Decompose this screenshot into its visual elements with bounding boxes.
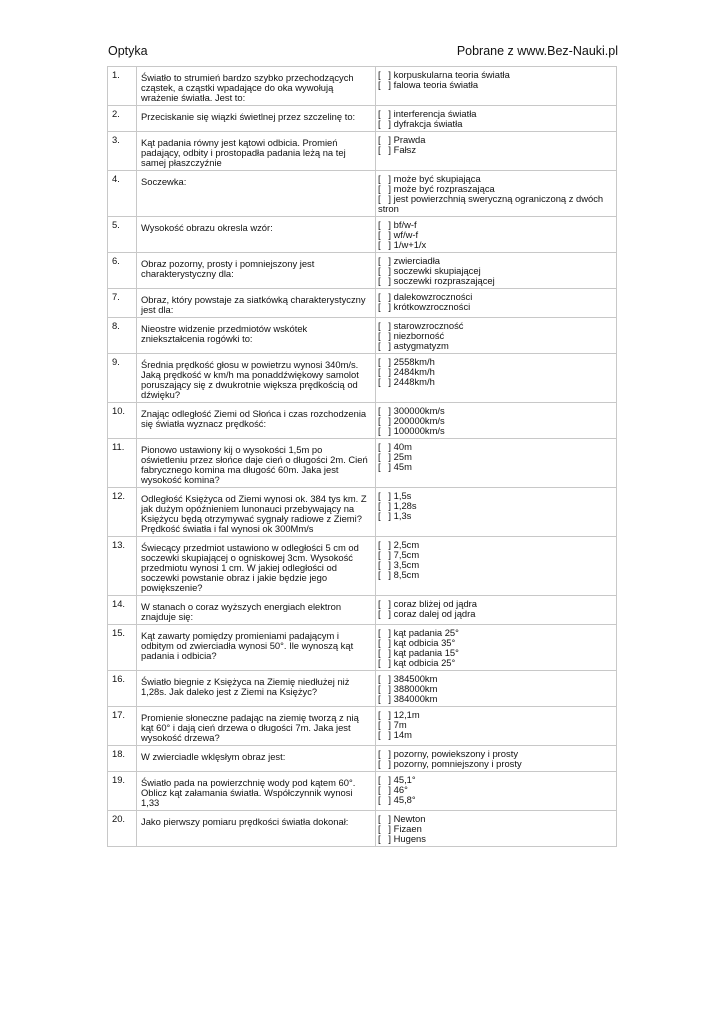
answer-option-label: jest powierzchnią sweryczną ograniczoną z dwóch stron	[378, 193, 604, 214]
quiz-table-body	[108, 67, 617, 847]
answer-checkbox[interactable]: [ ]	[378, 183, 392, 194]
answer-option-label: niezborność	[393, 330, 445, 341]
answer-checkbox[interactable]: [ ]	[378, 275, 392, 286]
question-row	[108, 488, 617, 537]
question-row	[108, 707, 617, 746]
answer-option[interactable]	[378, 570, 614, 580]
answer-checkbox[interactable]: [ ]	[378, 301, 392, 312]
answer-checkbox[interactable]: [ ]	[378, 134, 392, 145]
answer-option[interactable]	[378, 145, 614, 155]
answer-checkbox[interactable]: [ ]	[378, 794, 392, 805]
answer-option-label: 45,1°	[393, 774, 416, 785]
answer-option-label: soczewki skupiającej	[393, 265, 481, 276]
question-number: 11.	[108, 439, 137, 488]
answer-checkbox[interactable]: [ ]	[378, 598, 392, 609]
question-row	[108, 439, 617, 488]
answer-checkbox[interactable]: [ ]	[378, 193, 392, 204]
question-text: Obraz, który powstaje za siatkówką charakterystyczny jest dla:	[137, 289, 376, 318]
answer-checkbox[interactable]: [ ]	[378, 823, 392, 834]
answer-option-label: falowa teoria światła	[393, 79, 479, 90]
answer-checkbox[interactable]: [ ]	[378, 144, 392, 155]
answer-checkbox[interactable]: [ ]	[378, 647, 392, 658]
answer-option-label: wf/w-f	[393, 229, 419, 240]
answer-options	[376, 318, 617, 354]
question-number: 9.	[108, 354, 137, 403]
answer-checkbox[interactable]: [ ]	[378, 118, 392, 129]
question-number: 17.	[108, 707, 137, 746]
answer-option-label: 2484km/h	[393, 366, 435, 377]
answer-option[interactable]	[378, 720, 614, 730]
answer-checkbox[interactable]: [ ]	[378, 510, 392, 521]
answer-options	[376, 488, 617, 537]
answer-option-label: 46°	[393, 784, 408, 795]
question-number: 10.	[108, 403, 137, 439]
answer-options	[376, 217, 617, 253]
question-row	[108, 354, 617, 403]
answer-option-label: 2,5cm	[393, 539, 420, 550]
question-number: 14.	[108, 596, 137, 625]
question-row	[108, 106, 617, 132]
answer-option[interactable]	[378, 775, 614, 785]
answer-checkbox[interactable]: [ ]	[378, 441, 392, 452]
question-number: 3.	[108, 132, 137, 171]
answer-option-label: pozorny, powiekszony i prosty	[393, 748, 519, 759]
answer-option[interactable]	[378, 240, 614, 250]
answer-options	[376, 596, 617, 625]
answer-checkbox[interactable]: [ ]	[378, 748, 392, 759]
answer-option-label: 1,3s	[393, 510, 412, 521]
answer-options	[376, 106, 617, 132]
answer-option[interactable]	[378, 501, 614, 511]
answer-checkbox[interactable]: [ ]	[378, 559, 392, 570]
answer-options	[376, 132, 617, 171]
answer-option-label: Hugens	[393, 833, 426, 844]
question-number: 19.	[108, 772, 137, 811]
answer-option-label: 7m	[393, 719, 407, 730]
question-text: Średnia prędkość głosu w powietrzu wynosi 340m/s. Jaką prędkość w km/h ma ponaddźwiękowy samolot poruszający się z dwukrotnie większa prędkością od dźwięku?	[137, 354, 376, 403]
question-row	[108, 671, 617, 707]
answer-checkbox[interactable]: [ ]	[378, 173, 392, 184]
answer-option-label: Newton	[393, 813, 426, 824]
answer-option-label: 2448km/h	[393, 376, 435, 387]
answer-option-label: pozorny, pomniejszony i prosty	[393, 758, 522, 769]
answer-options	[376, 772, 617, 811]
answer-checkbox[interactable]: [ ]	[378, 500, 392, 511]
answer-option-label: 45m	[393, 461, 412, 472]
answer-options	[376, 289, 617, 318]
answer-checkbox[interactable]: [ ]	[378, 637, 392, 648]
question-number: 13.	[108, 537, 137, 596]
question-row	[108, 811, 617, 847]
answer-option-label: interferencja światła	[393, 108, 477, 119]
answer-option-label: astygmatyzm	[393, 340, 449, 351]
answer-option[interactable]	[378, 80, 614, 90]
answer-options	[376, 811, 617, 847]
question-text: W zwierciadle wklęsłym obraz jest:	[137, 746, 376, 772]
answer-checkbox[interactable]: [ ]	[378, 356, 392, 367]
question-number: 20.	[108, 811, 137, 847]
answer-checkbox[interactable]: [ ]	[378, 709, 392, 720]
answer-checkbox[interactable]: [ ]	[378, 569, 392, 580]
question-number: 5.	[108, 217, 137, 253]
answer-option-label: 7,5cm	[393, 549, 420, 560]
question-number: 18.	[108, 746, 137, 772]
answer-options	[376, 625, 617, 671]
page-header	[108, 44, 616, 58]
question-text: Kąt zawarty pomiędzy promieniami padającym i odbitym od zwierciadła wynosi 50°. Ile wynoszą kąt padania i odbicia?	[137, 625, 376, 671]
answer-option-label: 12,1m	[393, 709, 420, 720]
answer-checkbox[interactable]: [ ]	[378, 657, 392, 668]
question-row	[108, 746, 617, 772]
question-text: Odległość Księżyca od Ziemi wynosi ok. 384 tys km. Z jak dużym opóźnieniem lunonauci przebywający na Księżycu będą otrzymywać sygnały radiowe z Ziemi? Prędkość światła i fal wynosi ok 300Mm/s	[137, 488, 376, 537]
answer-options	[376, 707, 617, 746]
answer-checkbox[interactable]: [ ]	[378, 784, 392, 795]
answer-checkbox[interactable]: [ ]	[378, 774, 392, 785]
answer-checkbox[interactable]: [ ]	[378, 376, 392, 387]
answer-option[interactable]	[378, 658, 614, 668]
answer-option-label: starowzroczność	[393, 320, 464, 331]
answer-option[interactable]	[378, 452, 614, 462]
answer-options	[376, 671, 617, 707]
answer-option-label: krótkowzroczności	[393, 301, 471, 312]
answer-option-label: 40m	[393, 441, 412, 452]
answer-checkbox[interactable]: [ ]	[378, 340, 392, 351]
question-number: 2.	[108, 106, 137, 132]
question-text: Świecący przedmiot ustawiono w odległości 5 cm od soczewki skupiającej o ogniskowej 3cm. Wysokość przedmiotu wynosi 1 cm. W jakiej odległości od soczewki powstanie obraz i jakie będzie jego powiększenie?	[137, 537, 376, 596]
answer-options	[376, 439, 617, 488]
answer-option-label: bf/w-f	[393, 219, 417, 230]
source-note: Pobrane z www.Bez-Nauki.pl	[456, 44, 618, 58]
question-row	[108, 67, 617, 106]
answer-option-label: 2558km/h	[393, 356, 435, 367]
question-text: Obraz pozorny, prosty i pomniejszony jest charakterystyczny dla:	[137, 253, 376, 289]
answer-option-label: 3,5cm	[393, 559, 420, 570]
question-text: Światło to strumień bardzo szybko przechodzących cząstek, a cząstki wpadające do oka wywołują wrażenie światła. Jest to:	[137, 67, 376, 106]
answer-option-label: Fizaen	[393, 823, 422, 834]
question-text: Pionowo ustawiony kij o wysokości 1,5m po oświetleniu przez słońce daje cień o długości 2m. Cień fabrycznego komina ma długość 60m. Jaka jest wysokość komina?	[137, 439, 376, 488]
answer-checkbox[interactable]: [ ]	[378, 366, 392, 377]
answer-checkbox[interactable]: [ ]	[378, 108, 392, 119]
answer-option[interactable]	[378, 194, 614, 214]
answer-checkbox[interactable]: [ ]	[378, 729, 392, 740]
question-number: 15.	[108, 625, 137, 671]
question-row	[108, 772, 617, 811]
answer-option-label: Prawda	[393, 134, 426, 145]
answer-checkbox[interactable]: [ ]	[378, 833, 392, 844]
question-text: W stanach o coraz wyższych energiach elektron znajduje się:	[137, 596, 376, 625]
answer-option-label: kąt odbicia 35°	[393, 637, 456, 648]
answer-checkbox[interactable]: [ ]	[378, 490, 392, 501]
answer-option[interactable]	[378, 276, 614, 286]
question-row	[108, 318, 617, 354]
question-number: 16.	[108, 671, 137, 707]
answer-checkbox[interactable]: [ ]	[378, 461, 392, 472]
answer-option-label: kąt padania 15°	[393, 647, 459, 658]
answer-option[interactable]	[378, 442, 614, 452]
answer-checkbox[interactable]: [ ]	[378, 627, 392, 638]
question-text: Kąt padania równy jest kątowi odbicia. Promień padający, odbity i prostopadła padania leżą na tej samej płaszczyźnie	[137, 132, 376, 171]
answer-options	[376, 403, 617, 439]
answer-option-label: 45,8°	[393, 794, 416, 805]
answer-option[interactable]	[378, 834, 614, 844]
question-text: Przeciskanie się wiązki świetlnej przez szczelinę to:	[137, 106, 376, 132]
question-text: Soczewka:	[137, 171, 376, 217]
answer-option-label: kąt padania 25°	[393, 627, 459, 638]
answer-option-label: 300000km/s	[393, 405, 445, 416]
answer-option-label: 200000km/s	[393, 415, 445, 426]
question-text: Światło pada na powierzchnię wody pod kątem 60°. Oblicz kąt załamania światła. Współczynnik wynosi 1,33	[137, 772, 376, 811]
answer-checkbox[interactable]: [ ]	[378, 758, 392, 769]
answer-option-label: dyfrakcja światła	[393, 118, 463, 129]
answer-option[interactable]	[378, 341, 614, 351]
answer-option[interactable]	[378, 730, 614, 740]
answer-options	[376, 171, 617, 217]
question-text: Jako pierwszy pomiaru prędkości światła dokonał:	[137, 811, 376, 847]
answer-checkbox[interactable]: [ ]	[378, 539, 392, 550]
answer-option-label: kąt odbicia 25°	[393, 657, 456, 668]
answer-option[interactable]	[378, 694, 614, 704]
answer-option[interactable]	[378, 795, 614, 805]
answer-checkbox[interactable]: [ ]	[378, 415, 392, 426]
question-row	[108, 171, 617, 217]
answer-option-label: 1,28s	[393, 500, 417, 511]
answer-checkbox[interactable]: [ ]	[378, 79, 392, 90]
answer-option[interactable]	[378, 511, 614, 521]
answer-checkbox[interactable]: [ ]	[378, 683, 392, 694]
question-row	[108, 537, 617, 596]
answer-checkbox[interactable]: [ ]	[378, 719, 392, 730]
answer-checkbox[interactable]: [ ]	[378, 219, 392, 230]
answer-options	[376, 746, 617, 772]
answer-checkbox[interactable]: [ ]	[378, 229, 392, 240]
answer-option-label: korpuskularna teoria światła	[393, 69, 510, 80]
answer-option[interactable]	[378, 609, 614, 619]
answer-option-label: 1/w+1/x	[393, 239, 427, 250]
question-row	[108, 132, 617, 171]
answer-option-label: 384000km	[393, 693, 438, 704]
answer-option-label: może być skupiająca	[393, 173, 481, 184]
answer-option-label: soczewki rozpraszającej	[393, 275, 495, 286]
answer-option-label: 384500km	[393, 673, 438, 684]
answer-option-label: może być rozpraszająca	[393, 183, 495, 194]
answer-options	[376, 67, 617, 106]
question-text: Nieostre widzenie przedmiotów wskótek zniekształcenia rogówki to:	[137, 318, 376, 354]
answer-checkbox[interactable]: [ ]	[378, 549, 392, 560]
answer-checkbox[interactable]: [ ]	[378, 291, 392, 302]
answer-checkbox[interactable]: [ ]	[378, 265, 392, 276]
question-number: 4.	[108, 171, 137, 217]
answer-option-label: dalekowzroczności	[393, 291, 473, 302]
question-text: Znając odległość Ziemi od Słońca i czas rozchodzenia się światła wyznacz prędkość:	[137, 403, 376, 439]
answer-option[interactable]	[378, 462, 614, 472]
answer-checkbox[interactable]: [ ]	[378, 405, 392, 416]
answer-checkbox[interactable]: [ ]	[378, 239, 392, 250]
answer-option-label: 388000km	[393, 683, 438, 694]
quiz-table	[107, 66, 617, 847]
answer-option-label: coraz dalej od jądra	[393, 608, 476, 619]
answer-option-label: coraz bliżej od jądra	[393, 598, 478, 609]
question-row	[108, 217, 617, 253]
question-row	[108, 253, 617, 289]
answer-option[interactable]	[378, 119, 614, 129]
question-row	[108, 625, 617, 671]
question-number: 7.	[108, 289, 137, 318]
answer-option[interactable]	[378, 759, 614, 769]
answer-options	[376, 537, 617, 596]
answer-options	[376, 253, 617, 289]
question-row	[108, 403, 617, 439]
answer-checkbox[interactable]: [ ]	[378, 69, 392, 80]
answer-option[interactable]	[378, 302, 614, 312]
answer-option[interactable]	[378, 377, 614, 387]
answer-option-label: 8,5cm	[393, 569, 420, 580]
question-text: Promienie słoneczne padając na ziemię tworzą z nią kąt 60° i dają cień drzewa o długości 7m. Jaka jest wysokość drzewa?	[137, 707, 376, 746]
answer-option-label: 1,5s	[393, 490, 412, 501]
question-number: 6.	[108, 253, 137, 289]
answer-checkbox[interactable]: [ ]	[378, 693, 392, 704]
answer-checkbox[interactable]: [ ]	[378, 330, 392, 341]
question-number: 12.	[108, 488, 137, 537]
question-text: Wysokość obrazu okresla wzór:	[137, 217, 376, 253]
answer-option-label: 25m	[393, 451, 412, 462]
answer-option-label: Fałsz	[393, 144, 417, 155]
answer-checkbox[interactable]: [ ]	[378, 425, 392, 436]
answer-checkbox[interactable]: [ ]	[378, 451, 392, 462]
answer-checkbox[interactable]: [ ]	[378, 673, 392, 684]
answer-checkbox[interactable]: [ ]	[378, 813, 392, 824]
question-text: Światło biegnie z Księżyca na Ziemię niedłużej niż 1,28s. Jak daleko jest z Ziemi na Księżyc?	[137, 671, 376, 707]
question-number: 1.	[108, 67, 137, 106]
document-title: Optyka	[108, 44, 148, 58]
answer-option-label: 14m	[393, 729, 412, 740]
answer-checkbox[interactable]: [ ]	[378, 608, 392, 619]
answer-options	[376, 354, 617, 403]
answer-option[interactable]	[378, 426, 614, 436]
answer-option-label: zwierciadła	[393, 255, 441, 266]
answer-option-label: 100000km/s	[393, 425, 445, 436]
answer-checkbox[interactable]: [ ]	[378, 320, 392, 331]
answer-checkbox[interactable]: [ ]	[378, 255, 392, 266]
question-row	[108, 289, 617, 318]
question-number: 8.	[108, 318, 137, 354]
answer-option[interactable]	[378, 710, 614, 720]
question-row	[108, 596, 617, 625]
